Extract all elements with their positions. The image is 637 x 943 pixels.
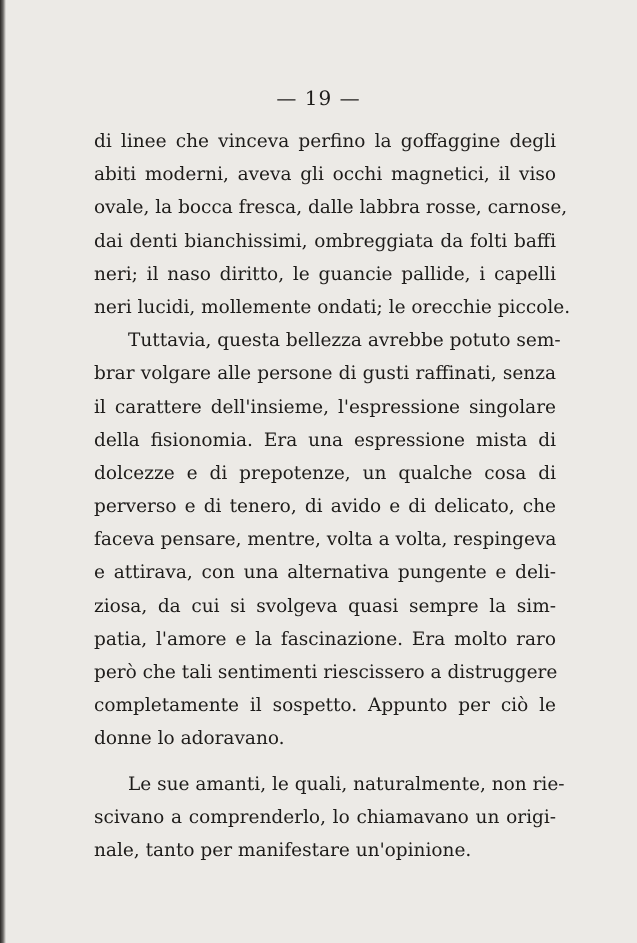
text-line: e attirava, con una alternativa pungente e deli- [94, 562, 556, 584]
text-line: Tuttavia, questa bellezza avrebbe potuto sem- [128, 330, 561, 352]
text-line: perverso e di tenero, di avido e di delicato, che [94, 496, 556, 518]
paragraph [94, 324, 561, 755]
page-number: — 19 — [276, 86, 361, 110]
paragraph [94, 768, 565, 868]
paragraph-spacer [94, 756, 556, 768]
text-line: abiti moderni, aveva gli occhi magnetici, il viso [94, 164, 556, 186]
text-line: scivano a comprenderlo, lo chiamavano un origi- [94, 806, 556, 828]
text-line: il carattere dell'insieme, l'espressione singolare [94, 396, 556, 418]
text-line: patia, l'amore e la fascinazione. Era molto raro [94, 628, 556, 650]
text-line: però che tali sentimenti riescissero a distruggere [94, 662, 558, 683]
page-binding-edge [0, 0, 6, 943]
text-line: neri; il naso diritto, le guancie pallide, i capelli [94, 263, 556, 285]
text-line: nale, tanto per manifestare un'opinione. [94, 839, 472, 861]
text-line: faceva pensare, mentre, volta a volta, respingeva [94, 529, 557, 551]
text-line: ovale, la bocca fresca, dalle labbra rosse, carnose, [94, 197, 568, 219]
text-line: della fisionomia. Era una espressione mista di [94, 429, 556, 451]
text-line: di linee che vinceva perfino la goffaggine degli [94, 131, 556, 152]
text-line: donne lo adoravano. [94, 728, 285, 750]
text-line: completamente il sospetto. Appunto per ciò le [94, 695, 556, 717]
text-line: ziosa, da cui si svolgeva quasi sempre la sim- [94, 595, 556, 617]
text-line: Le sue amanti, le quali, naturalmente, non rie- [128, 773, 565, 795]
body-text [94, 125, 571, 867]
text-line: brar volgare alle persone di gusti raffinati, senza [94, 363, 556, 385]
text-line: dai denti bianchissimi, ombreggiata da folti baffi [94, 230, 556, 252]
paragraph [94, 125, 571, 324]
text-line: dolcezze e di prepotenze, un qualche cosa di [94, 462, 556, 484]
text-line: neri lucidi, mollemente ondati; le orecchie piccole. [94, 296, 571, 318]
